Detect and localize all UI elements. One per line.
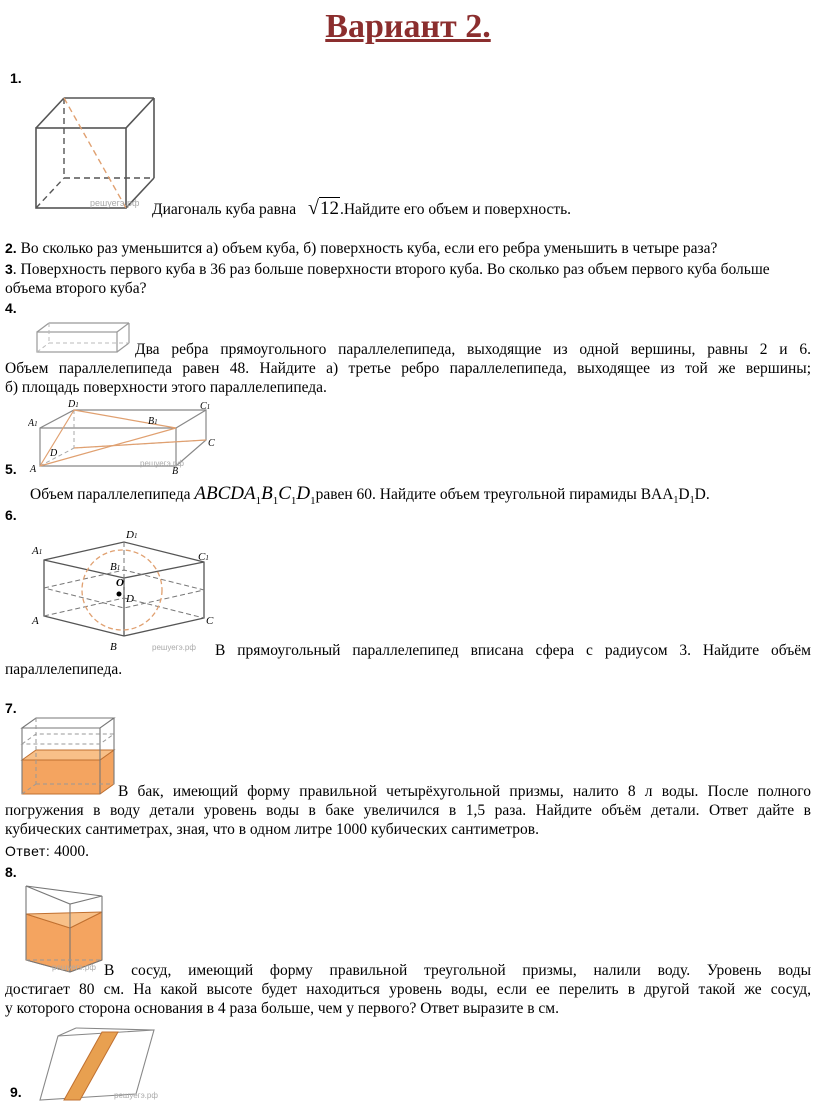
problem-6-line1: В прямоугольный параллелепипед вписана сфера с радиусом 3. Найдите объём bbox=[215, 642, 811, 659]
problem-7-line3: кубических сантиметрах, зная, что в одном литре 1000 кубических сантиметров. bbox=[5, 821, 539, 838]
problem-5-after: равен 60. Найдите объем треугольной пирамиды BAA bbox=[315, 486, 674, 503]
problem-7-number: 7. bbox=[5, 700, 17, 716]
problem-1-after: .Найдите его объем и поверхность. bbox=[339, 201, 572, 218]
label-c1: C1 bbox=[200, 401, 211, 412]
watermark: решуегэ.рф bbox=[52, 963, 96, 972]
triangular-prism-figure bbox=[22, 882, 106, 974]
problem-1-before: Диагональ куба равна bbox=[152, 201, 297, 218]
problem-7-answer bbox=[5, 842, 89, 861]
label-a1: A1 bbox=[28, 418, 38, 429]
parallelepiped-figure-5 bbox=[28, 398, 218, 474]
box-figure bbox=[34, 320, 134, 356]
formula: $ABCDA_1B_1C_1D_1$ bbox=[194, 483, 316, 507]
problem-3 bbox=[5, 260, 811, 298]
label-b1: B1 bbox=[110, 561, 121, 573]
label-c1: C1 bbox=[198, 551, 209, 563]
problem-4-line1: Два ребра прямоугольного параллелепипеда, выходящие из одной вершины, равны 2 и 6. bbox=[135, 341, 811, 358]
problem-3-number: 3 bbox=[5, 261, 13, 277]
label-d1: D1 bbox=[126, 529, 138, 541]
label-b1: B1 bbox=[148, 416, 158, 427]
problem-5-number: 5. bbox=[5, 461, 17, 477]
label-d: D bbox=[126, 593, 134, 605]
label-b: B bbox=[172, 466, 179, 474]
cube-figure bbox=[30, 88, 170, 214]
problem-2-number: 2. bbox=[5, 240, 17, 256]
answer-label: Ответ: bbox=[5, 843, 51, 859]
problem-4-number: 4. bbox=[5, 300, 17, 316]
problem-8-line2: достигает 80 см. На какой высоте будет находиться уровень воды, если ее перелить в другой такой же сосуд, bbox=[5, 981, 811, 998]
problem-8-line3: у которого сторона основания в 4 раза больше, чем у первого? Ответ выразите в см. bbox=[5, 1000, 559, 1017]
problem-8-line1: В сосуд, имеющий форму правильной треугольной призмы, налили воду. Уровень воды bbox=[104, 962, 811, 979]
answer-value: 4000. bbox=[50, 843, 89, 860]
watermark: решуегэ.рф bbox=[140, 459, 184, 468]
sqrt-expression: √12 bbox=[307, 197, 339, 219]
problem-5-text: Объем параллелепипеда $ABCDA_1B_1C_1D_1равен$ 60. Найдите объем треугольной пирамиды $BAA_1D_1D$. bbox=[30, 483, 710, 507]
sqrt-radicand: 12 bbox=[319, 198, 339, 219]
problem-1-text bbox=[152, 199, 571, 219]
problem-3-text: . Поверхность первого куба в 36 раз больше поверхности второго куба. Во сколько раз объем первого куба больше объема второго куба? bbox=[5, 261, 770, 297]
problem-8-number: 8. bbox=[5, 864, 17, 880]
problem-5-before: Объем параллелепипеда bbox=[30, 486, 195, 503]
page-title: Вариант 2. bbox=[325, 8, 491, 45]
problem-2 bbox=[5, 239, 811, 258]
label-d: D bbox=[50, 448, 58, 459]
sphere-in-box-figure bbox=[30, 526, 215, 654]
problem-1-number: 1. bbox=[10, 70, 22, 86]
problem-6-line2: параллелепипеда. bbox=[5, 661, 123, 678]
tank-figure bbox=[18, 716, 118, 800]
label-o: O bbox=[116, 577, 124, 589]
watermark: решуегэ.рф bbox=[152, 643, 196, 652]
label-a: A bbox=[30, 464, 37, 474]
problem-4-line3: б) площадь поверхности этого параллелепипеда. bbox=[5, 379, 327, 396]
watermark: решуегэ.рф bbox=[90, 198, 140, 208]
label-c: C bbox=[208, 438, 215, 449]
label-b: B bbox=[110, 641, 117, 653]
problem-7-line1: В бак, имеющий форму правильной четырёхугольной призмы, налито 8 л воды. После полного bbox=[118, 783, 811, 800]
prism-section-figure bbox=[36, 1024, 162, 1104]
problem-4-line2: Объем параллелепипеда равен 48. Найдите а) третье ребро параллелепипеда, выходящее из той же вершины; bbox=[5, 360, 811, 377]
label-d1: D1 bbox=[68, 399, 79, 410]
problem-9-number: 9. bbox=[10, 1084, 22, 1100]
label-a: A bbox=[32, 615, 39, 627]
problem-7-line2: погружения в воду детали уровень воды в баке увеличился в 1,5 раза. Найдите объём детали. Ответ дайте в bbox=[5, 802, 811, 819]
label-c: C bbox=[206, 615, 214, 627]
watermark: решуегэ.рф bbox=[114, 1091, 158, 1100]
label-a1: A1 bbox=[32, 545, 43, 557]
problem-2-text: Во сколько раз уменьшится а) объем куба, б) поверхность куба, если его ребра уменьшить в четыре раза? bbox=[16, 240, 718, 257]
problem-6-number: 6. bbox=[5, 507, 17, 523]
